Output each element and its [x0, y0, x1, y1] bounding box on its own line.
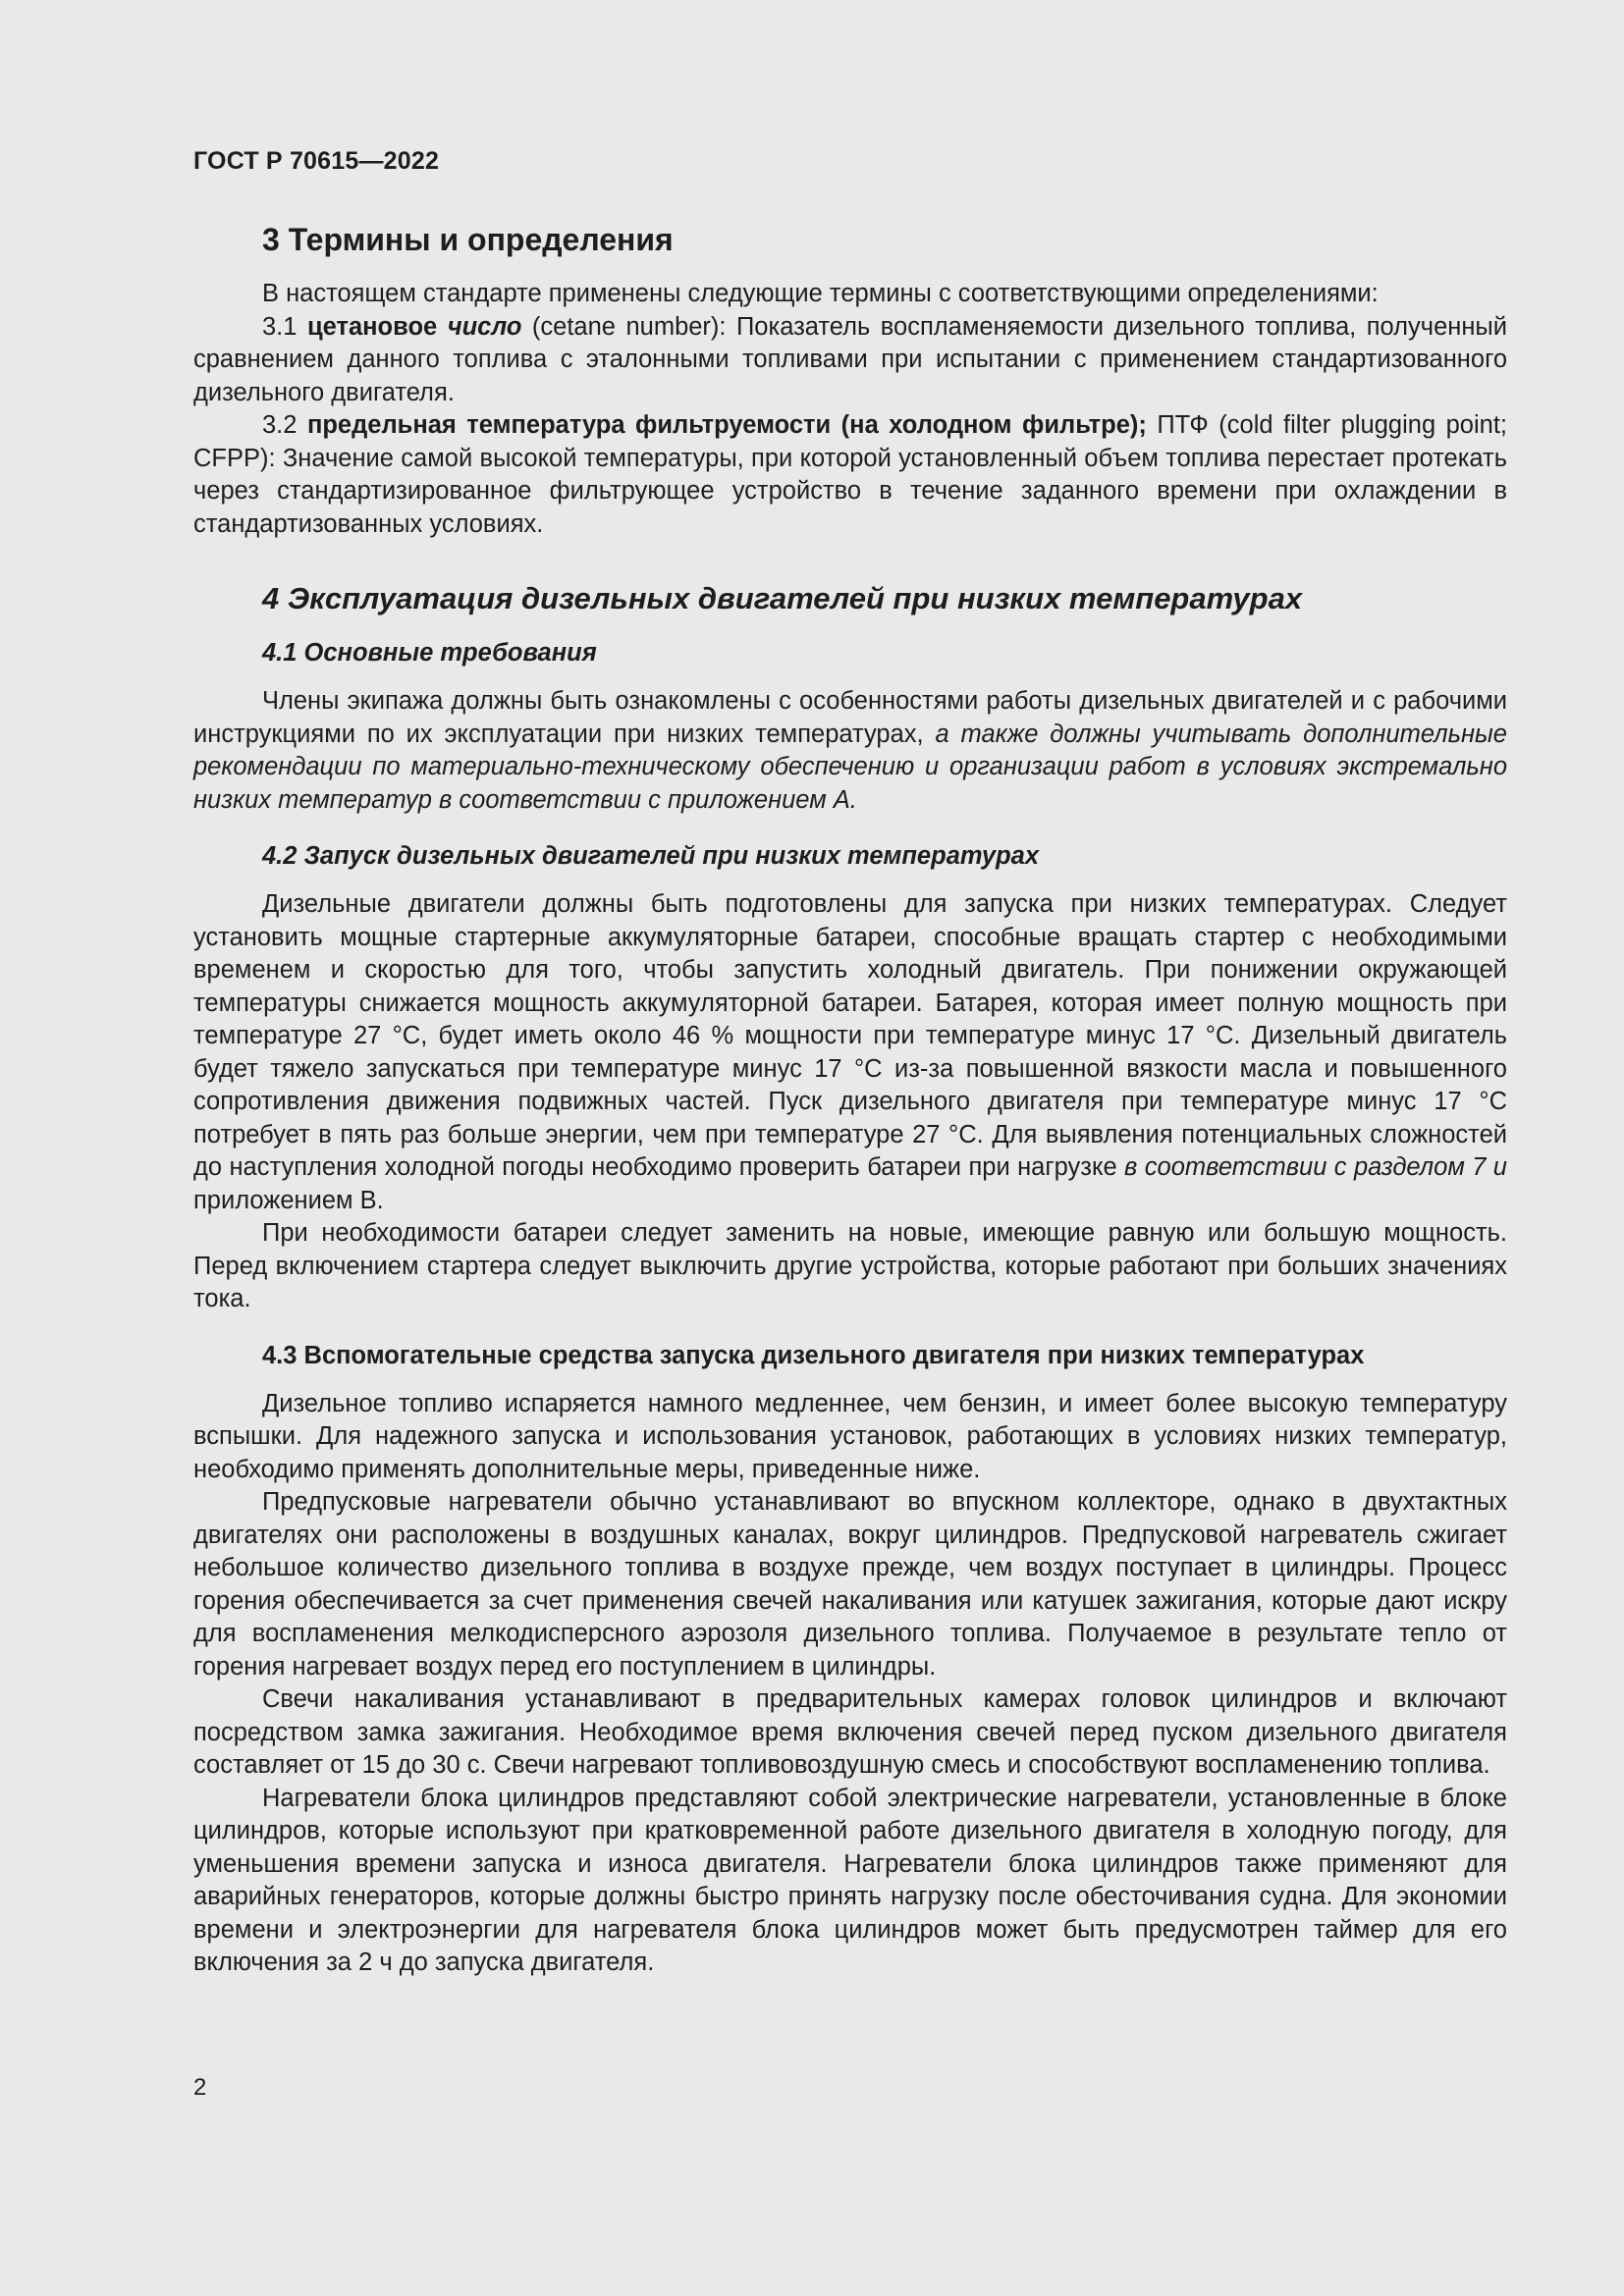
section-4-title: 4 Эксплуатация дизельных двигателей при низких температурах — [262, 581, 1303, 615]
section-4-3-paragraph-1: Дизельное топливо испаряется намного медленнее, чем бензин, и имеет более высокую температуру вспышки. Для надежного запуска и использования установок, работающих в условиях низких температур, необходимо применять дополнительные меры, приведенные ниже. — [193, 1389, 1507, 1483]
section-4-2-text: Дизельные двигатели должны быть подготовлены для запуска при низких температурах. Следует установить мощные стартерные аккумуляторные батареи, способные вращать стартер с необходимыми временем и скоростью для того, чтобы запустить холодный двигатель. При понижении окружающей температуры снижается мощность аккумуляторной батареи. Батарея, которая имеет полную мощность при температуре 27 °С, будет иметь около 46 % мощности при температуре минус 17 °С. Дизельный двигатель будет тяжело запускаться при температуре минус 17 °С из-за повышенной вязкости масла и повышенного сопротивления движения подвижных частей. Пуск дизельного двигателя при температуре минус 17 °С потребует в пять раз больше энергии, чем при температуре 27 °С. Для выявления потенциальных сложностей до наступления холодной погоды необходимо проверить батареи при нагрузке — [193, 890, 1507, 1181]
section-4-2-title: 4.2 Запуск дизельных двигателей при низких температурах — [262, 842, 1040, 870]
section-4-2-paragraph-1 — [193, 888, 1507, 1217]
section-4-2-paragraph-2: При необходимости батареи следует заменить на новые, имеющие равную или большую мощность. Перед включением стартера следует выключить другие устройства, которые работают при больших значениях тока. — [193, 1219, 1507, 1312]
section-4-1-paragraph-1 — [193, 685, 1507, 817]
section-4-3-paragraph-4: Нагреватели блока цилиндров представляют собой электрические нагреватели, установленные в блоке цилиндров, которые используют при кратковременной работе дизельного двигателя в холодную погоду, для уменьшения времени запуска и износа двигателя. Нагреватели блока цилиндров также применяют для аварийных генераторов, которые должны быстро принять нагрузку после обесточивания судна. Для экономии времени и электроэнергии для нагревателя блока цилиндров может быть предусмотрен таймер для его включения за 2 ч до запуска двигателя. — [193, 1784, 1507, 1976]
term-3-1-name: цетановое — [306, 312, 448, 341]
section-3-intro: В настоящем стандарте применены следующие термины с соответствующими определениями: — [262, 280, 1379, 307]
section-4-2-text-italic: в соответствии с разделом 7 и — [1116, 1153, 1507, 1181]
document-header: ГОСТ Р 70615—2022 — [193, 147, 440, 175]
term-3-2 — [193, 409, 1507, 541]
term-3-2-name: предельная температура фильтруемости (на холодном фильтре); — [306, 411, 1147, 439]
term-3-2-definition: ПТФ (cold filter plugging point; CFPP): Значение самой высокой температуры, при которой установленный объем топлива перестает протекать через стандартизированное фильтрующее устройство в течение заданного времени при охлаждении в стандартизованных условиях. — [193, 411, 1507, 538]
section-4-2-text-end: приложением В. — [193, 1186, 384, 1214]
section-4-3-title: 4.3 Вспомогательные средства запуска дизельного двигателя при низких температурах — [262, 1341, 1365, 1369]
term-3-2-number: 3.2 — [262, 411, 307, 439]
document-body — [193, 219, 1507, 1980]
section-3-title: 3 Термины и определения — [262, 222, 674, 257]
term-3-1-definition: (cetane number): Показатель воспламеняемости дизельного топлива, полученный сравнением данного топлива с эталонными топливами при испытании с применением стандартизованного дизельного двигателя. — [193, 312, 1507, 406]
term-3-1 — [193, 311, 1507, 410]
term-3-1-number: 3.1 — [262, 312, 307, 341]
section-4-1-text: Члены экипажа должны быть ознакомлены с особенностями работы дизельных двигателей и с рабочими инструкциями по их эксплуатации при низких температурах, — [193, 687, 1507, 748]
section-4-1-text-italic: а также должны учитывать дополнительные рекомендации по материально-техническому обеспечению и организации работ в условиях экстремально низких температур в соответствии с приложением А. — [193, 720, 1507, 814]
section-4-3-paragraph-3: Свечи накаливания устанавливают в предварительных камерах головок цилиндров и включают посредством замка зажигания. Необходимое время включения свечей перед пуском дизельного двигателя составляет от 15 до 30 с. Свечи нагревают топливовоздушную смесь и способствуют воспламенению топлива. — [193, 1685, 1507, 1779]
section-4-1-title: 4.1 Основные требования — [262, 639, 597, 667]
page-number: 2 — [193, 2074, 207, 2101]
section-4-3-paragraph-2: Предпусковые нагреватели обычно устанавливают во впускном коллекторе, однако в двухтактных двигателях они расположены в воздушных каналах, вокруг цилиндров. Предпусковой нагреватель сжигает небольшое количество дизельного топлива в воздухе прежде, чем воздух поступает в цилиндры. Процесс горения обеспечивается за счет применения свечей накаливания или катушек зажигания, которые дают искру для воспламенения мелкодисперсного аэрозоля дизельного топлива. Получаемое в результате тепло от горения нагревает воздух перед его поступлением в цилиндры. — [193, 1488, 1507, 1681]
term-3-1-name-italic: число — [447, 312, 522, 341]
